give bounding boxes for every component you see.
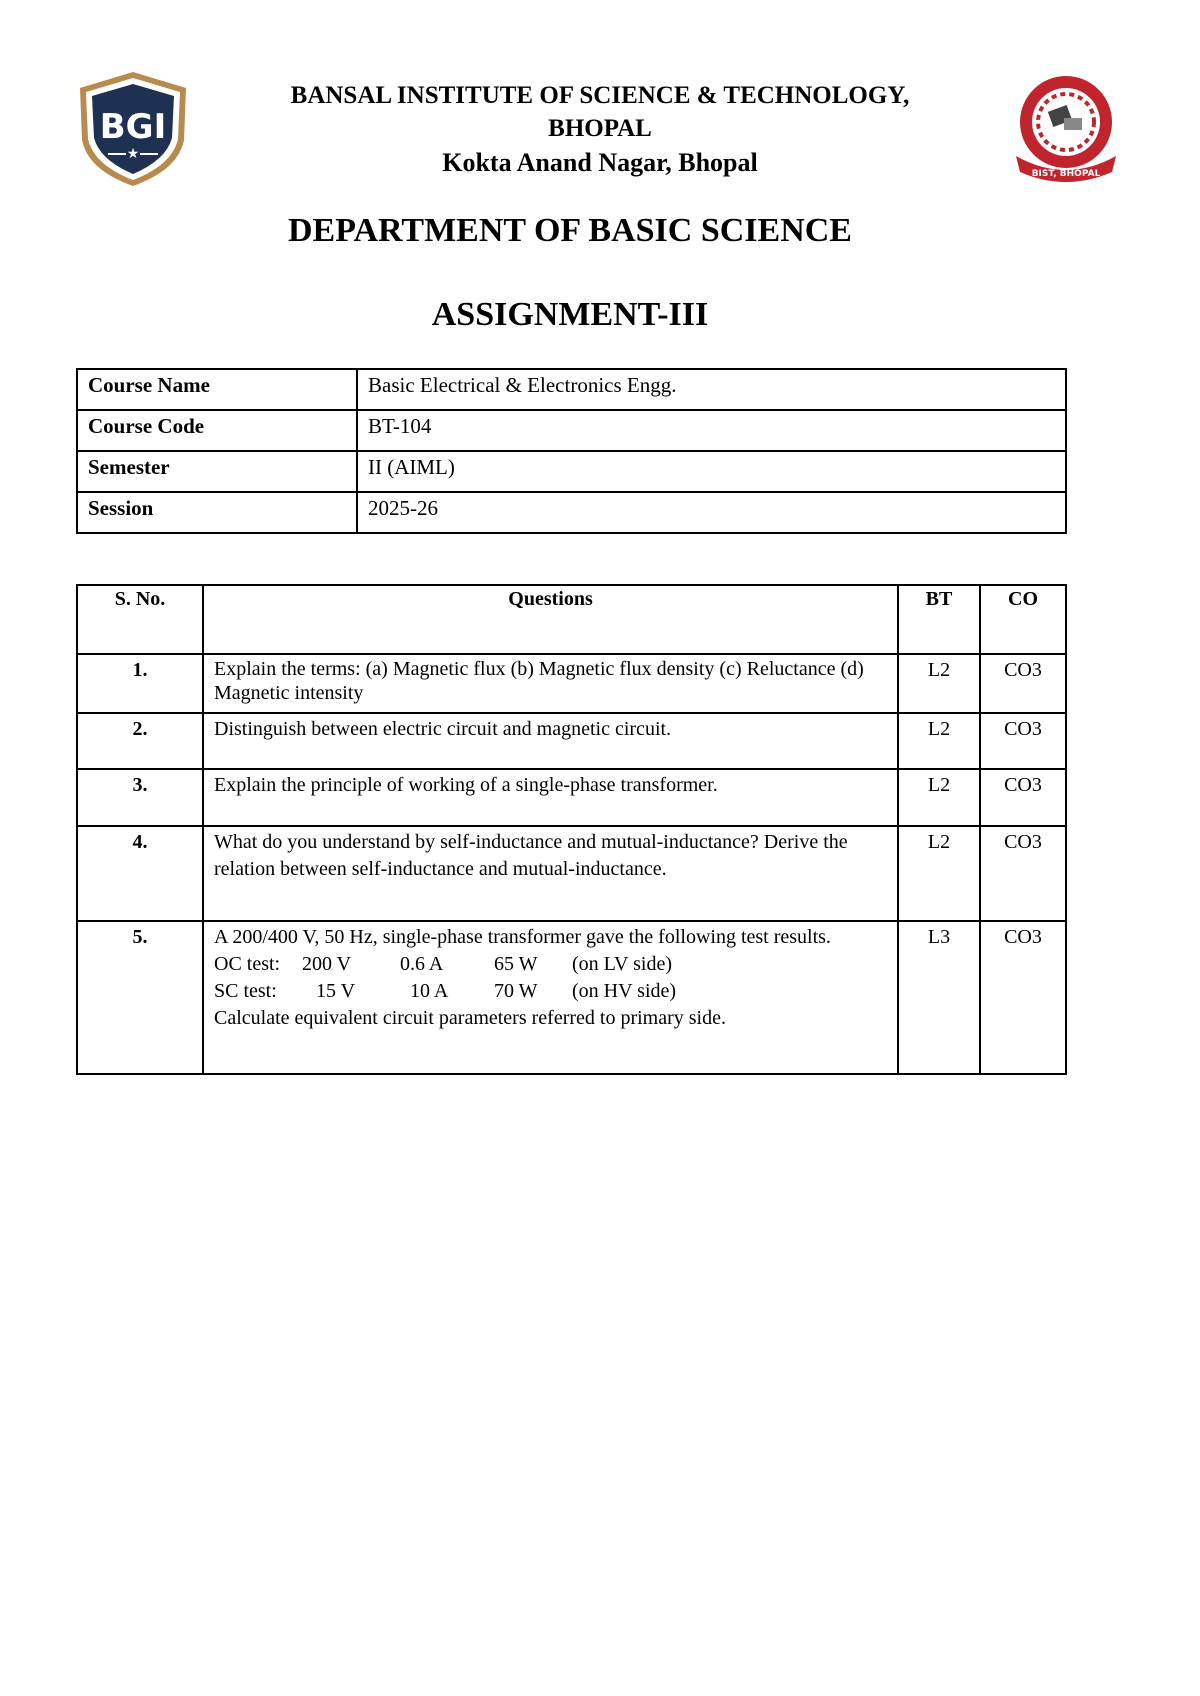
department-title: DEPARTMENT OF BASIC SCIENCE xyxy=(288,212,852,249)
question-text: What do you understand by self-inductance and mutual-inductance? Derive the relation between self-inductance and mutual-inductance. xyxy=(203,826,898,921)
oc-current: 0.6 A xyxy=(400,953,444,975)
bt-level: L2 xyxy=(898,826,980,921)
sc-test-label: SC test: xyxy=(214,980,277,1002)
oc-test-line xyxy=(214,951,887,978)
course-info-table xyxy=(76,368,1067,534)
question-number: 5. xyxy=(77,921,203,1074)
question-text: Explain the principle of working of a single-phase transformer. xyxy=(203,769,898,826)
table-row xyxy=(77,769,1066,826)
question-tail-text: Calculate equivalent circuit parameters referred to primary side. xyxy=(214,1007,726,1029)
question-number: 3. xyxy=(77,769,203,826)
course-outcome: CO3 xyxy=(980,713,1066,769)
oc-voltage: 200 V xyxy=(302,953,352,975)
institute-address: Kokta Anand Nagar, Bhopal xyxy=(442,148,758,177)
table-row xyxy=(77,921,1066,1074)
table-row xyxy=(77,826,1066,921)
semester-label: Semester xyxy=(77,451,357,492)
course-info-row xyxy=(77,451,1066,492)
question-text: A 200/400 V, 50 Hz, single-phase transformer gave the following test results. xyxy=(214,926,831,948)
institute-name-line1: BANSAL INSTITUTE OF SCIENCE & TECHNOLOGY, xyxy=(290,82,910,109)
question-number: 1. xyxy=(77,654,203,713)
sc-power: 70 W xyxy=(494,980,538,1002)
course-info-row xyxy=(77,492,1066,533)
question-number: 2. xyxy=(77,713,203,769)
course-name-label: Course Name xyxy=(77,369,357,410)
bt-level: L3 xyxy=(898,921,980,1074)
assignment-title: ASSIGNMENT-III xyxy=(431,296,709,333)
bt-level: L2 xyxy=(898,769,980,826)
oc-test-label: OC test: xyxy=(214,953,281,975)
svg-text:★: ★ xyxy=(126,146,140,162)
session-label: Session xyxy=(77,492,357,533)
question-text-block xyxy=(203,921,898,1074)
bgi-logo-text: BGI xyxy=(99,107,167,147)
table-row xyxy=(77,713,1066,769)
bt-level: L2 xyxy=(898,713,980,769)
bt-level: L2 xyxy=(898,654,980,713)
course-outcome: CO3 xyxy=(980,769,1066,826)
co-header: CO xyxy=(980,585,1066,654)
sc-current: 10 A xyxy=(410,980,449,1002)
oc-power: 65 W xyxy=(494,953,538,975)
course-code-value: BT-104 xyxy=(357,410,1066,451)
course-code-label: Course Code xyxy=(77,410,357,451)
question-text: Distinguish between electric circuit and magnetic circuit. xyxy=(203,713,898,769)
sc-side: (on HV side) xyxy=(572,980,677,1002)
course-name-value: Basic Electrical & Electronics Engg. xyxy=(357,369,1066,410)
question-text: Explain the terms: (a) Magnetic flux (b) Magnetic flux density (c) Reluctance (d) Magnetic intensity xyxy=(203,654,898,713)
institute-name-line2: BHOPAL xyxy=(548,115,652,142)
sc-test-line xyxy=(214,978,887,1005)
question-number: 4. xyxy=(77,826,203,921)
course-outcome: CO3 xyxy=(980,921,1066,1074)
course-info-row xyxy=(77,410,1066,451)
questions-header-row xyxy=(77,585,1066,654)
questions-table xyxy=(76,584,1067,1075)
sc-voltage: 15 V xyxy=(316,980,356,1002)
questions-header: Questions xyxy=(203,585,898,654)
seal-logo-text: BIST, BHOPAL xyxy=(1031,169,1101,179)
course-outcome: CO3 xyxy=(980,826,1066,921)
course-info-row xyxy=(77,369,1066,410)
table-row xyxy=(77,654,1066,713)
session-value: 2025-26 xyxy=(357,492,1066,533)
semester-value: II (AIML) xyxy=(357,451,1066,492)
oc-side: (on LV side) xyxy=(572,953,672,975)
sno-header: S. No. xyxy=(77,585,203,654)
bt-header: BT xyxy=(898,585,980,654)
course-outcome: CO3 xyxy=(980,654,1066,713)
